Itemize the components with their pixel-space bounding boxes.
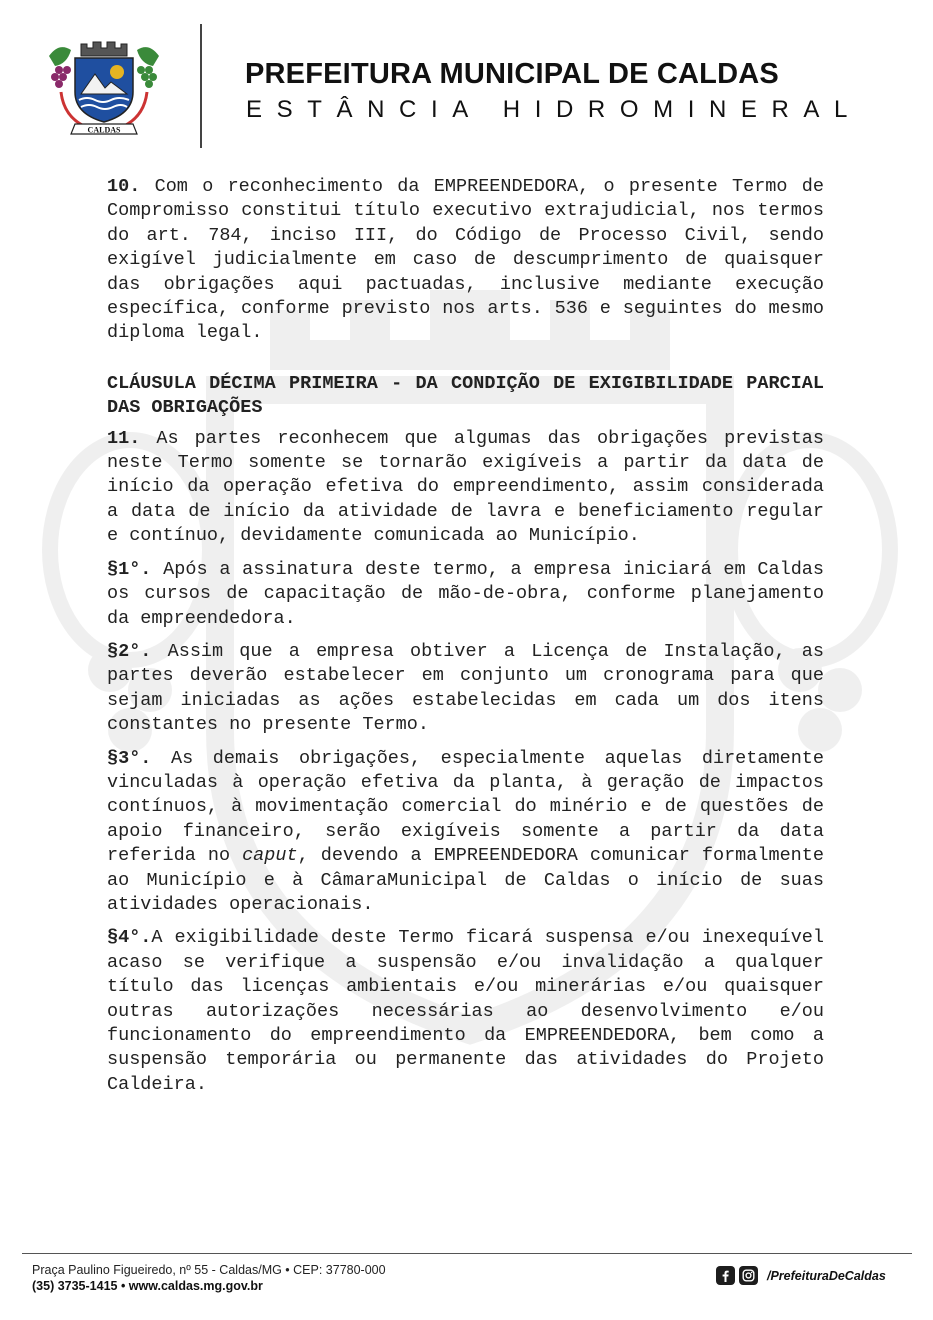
social-links <box>716 1266 886 1285</box>
footer-divider <box>22 1253 912 1254</box>
social-handle[interactable]: /PrefeituraDeCaldas <box>767 1268 886 1283</box>
section-text: Assim que a empresa obtiver a Licença de Instalação, as partes deverão estabelecer em conjunto um cronograma para que sejam iniciadas as ações estabelecidas em cada um dos itens constantes no presente Termo. <box>107 640 824 736</box>
crest-banner-text: CALDAS <box>87 125 121 135</box>
document-body <box>107 175 824 1106</box>
caput-term: caput <box>242 845 298 867</box>
facebook-icon[interactable] <box>716 1266 735 1285</box>
instagram-icon[interactable] <box>739 1266 758 1285</box>
section-number: §3°. <box>107 747 152 769</box>
section-text: A exigibilidade deste Termo ficará suspensa e/ou inexequível acaso se verifique a suspensão e/ou invalidação a qualquer título das licenças ambientais e/ou minerárias e/ou quaisquer outras autorizações necessárias ao desenvolvimento e/ou funcionamento do empreendimento da EMPREENDEDORA, bem como a suspensão temporária ou permanente das atividades do Projeto Caldeira. <box>107 927 824 1095</box>
footer-contact: (35) 3735-1415 • www.caldas.mg.gov.br <box>32 1279 263 1293</box>
section-number: §1°. <box>107 558 152 580</box>
page-subtitle: ESTÂNCIA HIDROMINERAL <box>246 96 862 123</box>
section-text: Após a assinatura deste termo, a empresa iniciará em Caldas os cursos de capacitação de mão-de-obra, conforme planejamento da empreendedora. <box>107 558 824 629</box>
municipal-crest-icon <box>45 36 163 142</box>
paragraph-text: As partes reconhecem que algumas das obrigações previstas neste Termo somente se tornarão exigíveis a partir da data de início da operação efetiva do empreendimento, assim considerada a data de início da atividade de lavra e beneficiamento regular e contínuo, devidamente comunicada ao Município. <box>107 427 824 547</box>
section-1 <box>107 558 824 631</box>
footer-address: Praça Paulino Figueiredo, nº 55 - Caldas/MG • CEP: 37780-000 <box>32 1263 386 1277</box>
clause-heading: CLÁUSULA DÉCIMA PRIMEIRA - DA CONDIÇÃO DE EXIGIBILIDADE PARCIAL DAS OBRIGAÇÕES <box>107 372 824 419</box>
paragraph-10 <box>107 175 824 346</box>
paragraph-11 <box>107 427 824 549</box>
paragraph-text: Com o reconhecimento da EMPREENDEDORA, o presente Termo de Compromisso constitui título executivo extrajudicial, nos termos do art. 784, inciso III, do Código de Processo Civil, sendo exigível judicialmente em caso de descumprimento de quaisquer das obrigações aqui pactuadas, inclusive mediante execução específica, conforme previsto nos arts. 536 e seguintes do mesmo diploma legal. <box>107 176 824 344</box>
section-text: As demais obrigações, especialmente aquelas diretamente vinculadas à operação efetiva da planta, à geração de impactos contínuos, à movimentação comercial do minério e de questões de apoio financeiro, serão exigíveis somente a partir da data referida no <box>107 747 824 867</box>
section-number: §2°. <box>107 640 152 662</box>
section-2 <box>107 640 824 738</box>
paragraph-number: 10. <box>107 176 141 197</box>
section-text: , devendo a EMPREENDEDORA comunicar formalmente ao Município e à CâmaraMunicipal de Caldas o início de suas atividades operacionais. <box>107 845 824 915</box>
section-number: §4°. <box>107 927 152 949</box>
section-4 <box>107 926 824 1097</box>
header-divider <box>200 24 202 148</box>
paragraph-number: 11. <box>107 427 141 449</box>
page-title: PREFEITURA MUNICIPAL DE CALDAS <box>245 58 779 90</box>
section-3 <box>107 747 824 918</box>
